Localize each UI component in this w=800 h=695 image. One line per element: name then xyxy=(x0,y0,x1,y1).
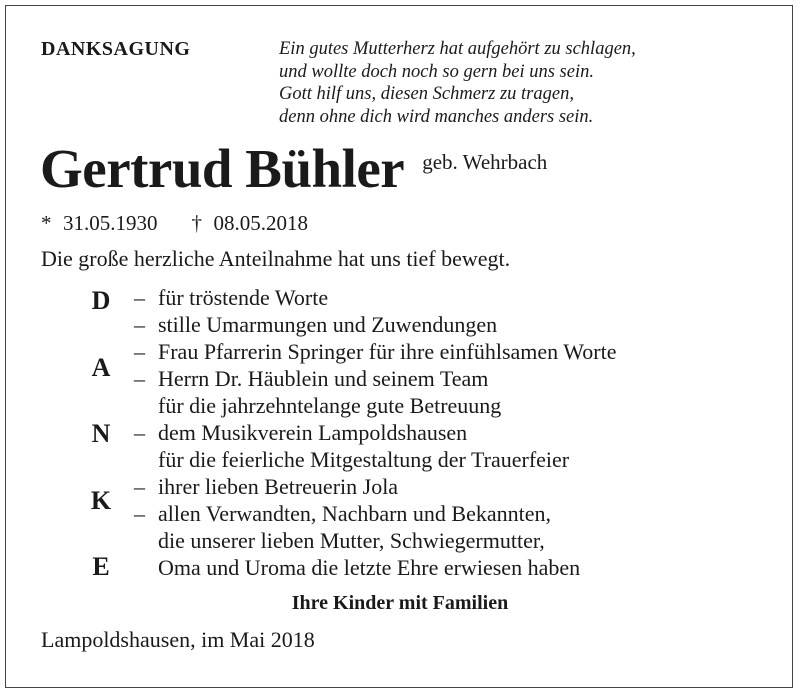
item-dash xyxy=(134,446,158,473)
birth-symbol: * xyxy=(41,211,52,235)
signature: Ihre Kinder mit Familien xyxy=(291,592,509,614)
list-item xyxy=(134,338,616,365)
notice-heading: DANKSAGUNG xyxy=(41,38,191,60)
list-item xyxy=(134,311,616,338)
list-item xyxy=(134,473,616,500)
item-dash: – xyxy=(134,474,145,499)
list-item xyxy=(134,284,616,311)
list-item xyxy=(134,527,616,554)
item-dash: – xyxy=(134,312,145,337)
poem-line: Ein gutes Mutterherz hat aufgehört zu schlagen, xyxy=(279,39,636,59)
poem-line: denn ohne dich wird manches anders sein. xyxy=(279,107,594,128)
item-text: ihrer lieben Betreuerin Jola xyxy=(158,474,399,499)
list-item xyxy=(134,392,616,419)
name-row xyxy=(40,137,547,200)
item-dash xyxy=(134,527,158,554)
list-item xyxy=(134,365,616,392)
danke-letter: E xyxy=(92,552,110,581)
item-text: stille Umarmungen und Zuwendungen xyxy=(158,312,498,337)
danke-letter: K xyxy=(90,486,112,515)
death-date: 08.05.2018 xyxy=(213,211,308,235)
item-text: allen Verwandten, Nachbarn und Bekannten, xyxy=(158,501,552,526)
place-date: Lampoldshausen, im Mai 2018 xyxy=(41,627,315,652)
item-text: für tröstende Worte xyxy=(158,285,329,310)
maiden-name: geb. Wehrbach xyxy=(422,150,548,174)
poem-line: und wollte doch noch so gern bei uns sein. xyxy=(279,61,594,82)
intro-text: Die große herzliche Anteilnahme hat uns tief bewegt. xyxy=(41,246,511,271)
list-item xyxy=(134,500,616,527)
item-text: für die jahrzehntelange gute Betreuung xyxy=(158,393,502,418)
item-dash: – xyxy=(134,285,145,310)
list-item xyxy=(134,446,616,473)
life-dates xyxy=(41,211,308,236)
birth-date: 31.05.1930 xyxy=(63,211,158,235)
item-dash: – xyxy=(134,501,145,526)
death-symbol: † xyxy=(191,211,202,235)
item-text: dem Musikverein Lampoldshausen xyxy=(158,420,468,445)
danke-letter: A xyxy=(91,353,111,382)
item-dash: – xyxy=(134,366,145,391)
danke-letter: D xyxy=(91,286,111,315)
item-text: die unserer lieben Mutter, Schwiegermutter, xyxy=(158,528,545,553)
item-text: Frau Pfarrerin Springer für ihre einfühlsamen Worte xyxy=(158,339,617,364)
item-dash: – xyxy=(134,339,145,364)
thanks-list xyxy=(134,284,616,581)
danke-letter: N xyxy=(91,419,111,448)
deceased-name: Gertrud Bühler xyxy=(40,138,405,199)
item-dash: – xyxy=(134,420,145,445)
item-text: Herrn Dr. Häublein und seinem Team xyxy=(158,366,489,391)
list-item xyxy=(134,554,616,581)
item-dash xyxy=(134,554,158,581)
item-dash xyxy=(134,392,158,419)
poem-line: Gott hilf uns, diesen Schmerz zu tragen, xyxy=(279,84,574,105)
list-item xyxy=(134,419,616,446)
item-text: Oma und Uroma die letzte Ehre erwiesen haben xyxy=(158,555,581,580)
item-text: für die feierliche Mitgestaltung der Trauerfeier xyxy=(158,447,570,472)
poem xyxy=(279,38,636,129)
